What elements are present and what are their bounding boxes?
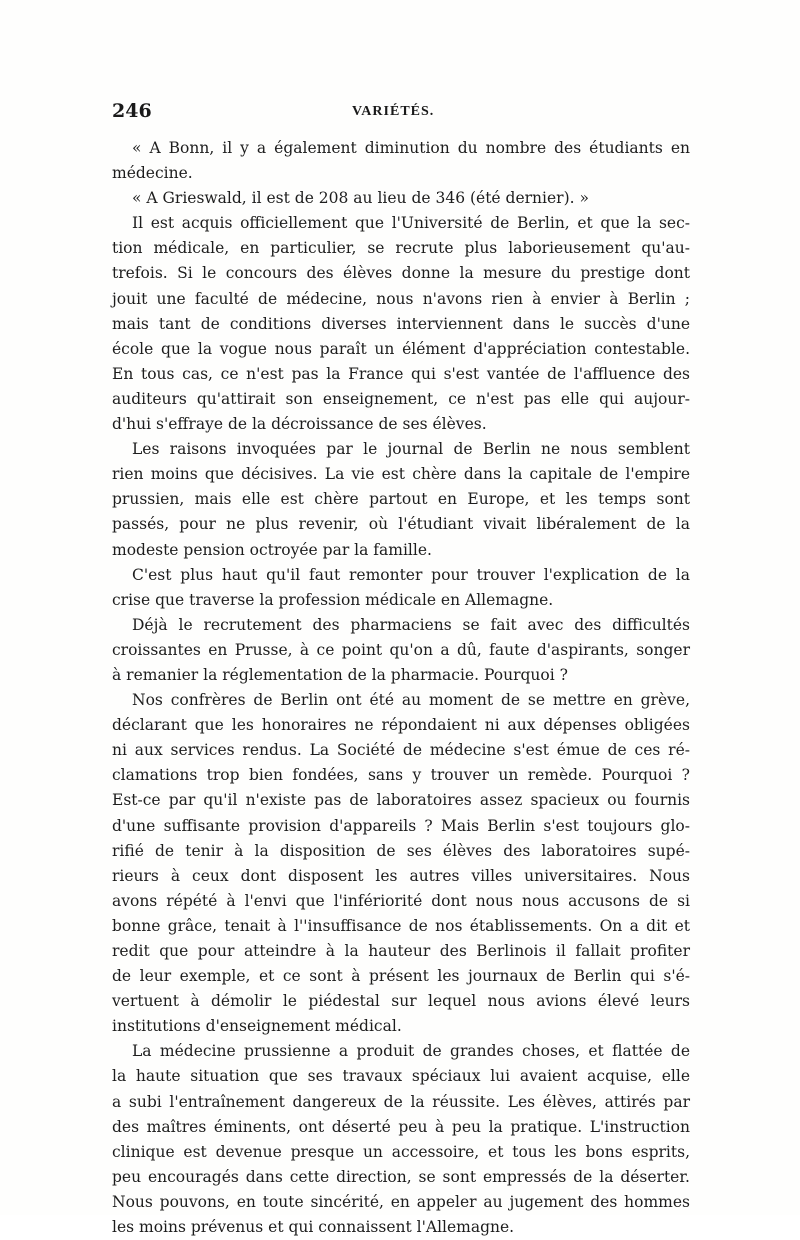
text-line: mais tant de conditions diverses interviennent dans le succès d'une [112,314,690,333]
text-line: C'est plus haut qu'il faut remonter pour trouver l'explication de la [132,565,690,584]
text-line: avons répété à l'envi que l'infériorité dont nous nous accusons de si [112,891,690,910]
text-line: peu encouragés dans cette direction, se sont empressés de la déserter. [112,1167,690,1186]
running-title: VARIÉTÉS. [352,104,435,119]
text-line: ni aux services rendus. La Société de médecine s'est émue de ces ré- [112,741,690,760]
text-line: trefois. Si le concours des élèves donne la mesure du prestige dont [112,264,690,283]
text-line: Nos confrères de Berlin ont été au moment de se mettre en grève, [132,691,690,710]
text-line: modeste pension octroyée par la famille. [112,540,432,559]
text-line: Nous pouvons, en toute sincérité, en appeler au jugement des hommes [112,1192,690,1211]
text-line: « A Grieswald, il est de 208 au lieu de 346 (été dernier). » [132,189,589,208]
body-text [112,136,690,1240]
text-line: bonne grâce, tenait à l''insuffisance de nos établissements. On a dit et [112,916,690,935]
text-line: vertuent à démolir le piédestal sur lequel nous avions élevé leurs [112,992,690,1011]
text-line: d'hui s'effraye de la décroissance de ses élèves. [112,415,487,434]
text-line: clinique est devenue presque un accessoire, et tous les bons esprits, [112,1142,690,1161]
text-line: rien moins que décisives. La vie est chère dans la capitale de l'empire [112,465,690,484]
text-line: La médecine prussienne a produit de grandes choses, et flattée de [132,1042,690,1061]
text-line: Il est acquis officiellement que l'Université de Berlin, et que la sec- [132,214,690,233]
text-line: les moins prévenus et qui connaissent l'Allemagne. [112,1218,515,1237]
text-line: déclarant que les honoraires ne répondaient ni aux dépenses obligées [112,716,690,735]
text-line: Déjà le recrutement des pharmaciens se fait avec des difficultés [132,615,690,634]
text-line: redit que pour atteindre à la hauteur des Berlinois il fallait profiter [112,942,690,960]
text-line: des maîtres éminents, ont déserté peu à peu la pratique. L'instruction [112,1117,690,1136]
text-line: croissantes en Prusse, à ce point qu'on a dû, faute d'aspirants, songer [112,640,690,659]
text-line: école que la vogue nous paraît un élément d'appréciation contestable. [112,339,690,358]
running-head [112,100,702,130]
text-line: à remanier la réglementation de la pharmacie. Pourquoi ? [112,665,568,684]
text-line: tion médicale, en particulier, se recrute plus laborieusement qu'au- [112,239,690,258]
text-line: Est-ce par qu'il n'existe pas de laboratoires assez spacieux ou fournis [112,791,690,810]
text-line: En tous cas, ce n'est pas la France qui s'est vantée de l'affluence des [112,364,690,383]
text-line: la haute situation que ses travaux spéciaux lui avaient acquise, elle [112,1067,690,1086]
text-line: médecine. [112,164,193,183]
text-line: prussien, mais elle est chère partout en Europe, et les temps sont [112,490,690,509]
text-line: institutions d'enseignement médical. [112,1017,402,1036]
text-line: d'une suffisante provision d'appareils ? Mais Berlin s'est toujours glo- [112,816,690,835]
text-line: « A Bonn, il y a également diminution du nombre des étudiants en [132,139,690,157]
text-line: jouit une faculté de médecine, nous n'avons rien à envier à Berlin ; [112,289,690,308]
text-line: rieurs à ceux dont disposent les autres villes universitaires. Nous [112,866,690,885]
text-line: crise que traverse la profession médicale en Allemagne. [112,590,554,609]
text-line: rifié de tenir à la disposition de ses élèves des laboratoires supé- [112,841,690,860]
text-line: passés, pour ne plus revenir, où l'étudiant vivait libéralement de la [112,515,690,534]
text-line: clamations trop bien fondées, sans y trouver un remède. Pourquoi ? [112,766,690,785]
page-number: 246 [112,100,152,122]
text-line: de leur exemple, et ce sont à présent les journaux de Berlin qui s'é- [112,967,690,986]
text-line: Les raisons invoquées par le journal de Berlin ne nous semblent [132,440,690,459]
text-line: auditeurs qu'attirait son enseignement, ce n'est pas elle qui aujour- [112,389,690,408]
text-line: a subi l'entraînement dangereux de la réussite. Les élèves, attirés par [112,1092,690,1111]
